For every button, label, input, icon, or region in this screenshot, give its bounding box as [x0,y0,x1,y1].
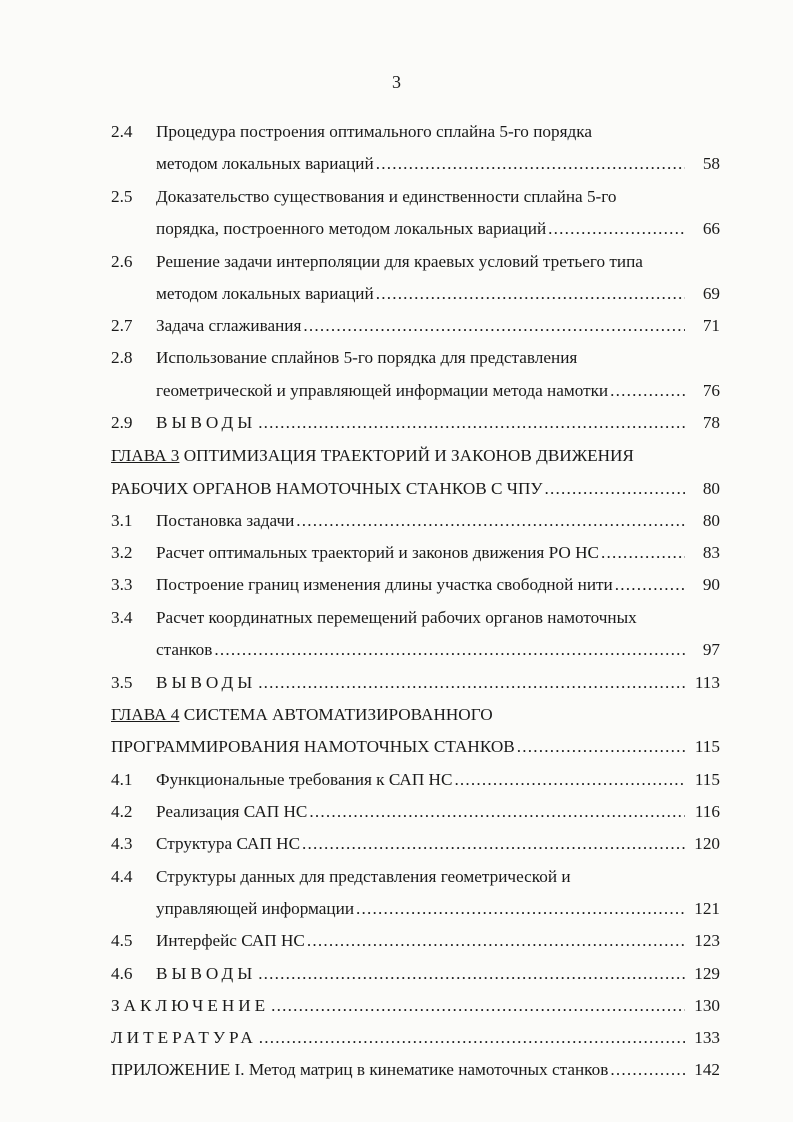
toc-appendix[interactable] [0,1057,793,1083]
page-ref: 78 [702,413,720,432]
section-title: Структуры данных для представления геометрической и [156,867,571,886]
section-number: 4.4 [111,867,133,886]
section-title-cont: геометрической и управляющей информации метода намотки [156,381,609,400]
leader-dots [548,216,685,242]
toc-entry-3-1[interactable] [0,508,793,534]
section-title: Задача сглаживания [156,316,302,335]
chapter-title-line1: СИСТЕМА АВТОМАТИЗИРОВАННОГО [179,705,493,724]
toc-entry-3-5[interactable] [0,670,793,696]
leader-dots [309,799,685,825]
section-title-cont: порядка, построенного методом локальных вариаций [156,219,547,238]
leader-dots [258,961,685,987]
section-title: Решение задачи интерполяции для краевых условий третьего типа [156,252,643,271]
section-number: 4.6 [111,964,133,983]
chapter-title [111,702,493,728]
appendix-title: ПРИЛОЖЕНИЕ I. Метод матриц в кинематике намоточных станков [111,1060,609,1079]
section-title: Процедура построения оптимального сплайна 5-го порядка [156,122,592,141]
section-title: Структура САП НС [156,834,301,853]
page-ref: 58 [702,154,720,173]
literature-title: ЛИТЕРАТУРА [111,1028,257,1047]
leader-dots [545,476,685,502]
page-ref: 116 [694,802,720,821]
page-ref: 113 [694,673,720,692]
leader-dots [258,410,685,436]
page-ref: 120 [694,834,720,853]
section-number: 4.5 [111,931,133,950]
toc-entry-4-4-cont[interactable] [0,896,793,922]
section-title: Реализация САП НС [156,802,308,821]
section-number: 3.1 [111,511,133,530]
page-ref: 80 [702,479,720,498]
chapter-title [111,443,634,469]
toc-entry-4-6[interactable] [0,961,793,987]
toc-entry-2-4[interactable] [0,119,793,145]
toc-entry-2-4-cont[interactable] [0,151,793,177]
toc-entry-3-3[interactable] [0,572,793,598]
leader-dots [259,1025,685,1051]
leader-dots [454,767,685,793]
section-title-cont: методом локальных вариаций [156,284,374,303]
section-number: 2.6 [111,252,133,271]
section-title-cont: станков [156,640,213,659]
toc-entry-2-7[interactable] [0,313,793,339]
page-ref: 80 [702,511,720,530]
toc-entry-2-5-cont[interactable] [0,216,793,242]
leader-dots [302,831,685,857]
section-number: 2.5 [111,187,133,206]
section-number: 3.3 [111,575,133,594]
toc-conclusion[interactable] [0,993,793,1019]
page-ref: 90 [702,575,720,594]
toc-entry-2-6[interactable] [0,249,793,275]
page-ref: 142 [694,1060,720,1079]
section-number: 2.9 [111,413,133,432]
section-number: 2.4 [111,122,133,141]
conclusion-title: ЗАКЛЮЧЕНИЕ [111,996,270,1015]
section-title: Функциональные требования к САП НС [156,770,453,789]
section-title: Расчет оптимальных траекторий и законов движения РО НС [156,543,599,562]
page-ref: 130 [694,996,720,1015]
toc-entry-2-8-cont[interactable] [0,378,793,404]
section-title: Расчет координатных перемещений рабочих органов намоточных [156,608,637,627]
page-ref: 123 [694,931,720,950]
toc-entry-2-9[interactable] [0,410,793,436]
toc-entry-3-2[interactable] [0,540,793,566]
page-ref: 83 [702,543,720,562]
toc-entry-4-3[interactable] [0,831,793,857]
leader-dots [376,151,685,177]
chapter-title-line2: РАБОЧИХ ОРГАНОВ НАМОТОЧНЫХ СТАНКОВ С ЧПУ [111,479,543,498]
toc-entry-2-8[interactable] [0,345,793,371]
chapter-title-line1: ОПТИМИЗАЦИЯ ТРАЕКТОРИЙ И ЗАКОНОВ ДВИЖЕНИЯ [179,446,634,465]
toc-entry-3-4[interactable] [0,605,793,631]
toc-entry-3-4-cont[interactable] [0,637,793,663]
leader-dots [271,993,685,1019]
section-number: 4.2 [111,802,133,821]
chapter-prefix: ГЛАВА 3 [111,446,180,465]
page-number: 3 [392,72,401,92]
leader-dots [615,572,685,598]
section-title: ВЫВОДЫ [156,413,257,432]
page-ref: 76 [702,381,720,400]
section-number: 2.7 [111,316,133,335]
toc-entry-4-4[interactable] [0,864,793,890]
section-title: Постановка задачи [156,511,295,530]
page-ref: 115 [694,737,720,756]
section-title: ВЫВОДЫ [156,964,257,983]
leader-dots [610,1057,685,1083]
section-title: Доказательство существования и единственности сплайна 5-го [156,187,617,206]
toc-entry-2-6-cont[interactable] [0,281,793,307]
toc-chapter-3[interactable] [0,443,793,469]
section-title-cont: методом локальных вариаций [156,154,374,173]
leader-dots [356,896,685,922]
page-ref: 133 [694,1028,720,1047]
section-number: 4.3 [111,834,133,853]
section-number: 3.4 [111,608,133,627]
toc-entry-4-2[interactable] [0,799,793,825]
toc-entry-4-1[interactable] [0,767,793,793]
section-title: Интерфейс САП НС [156,931,305,950]
leader-dots [601,540,685,566]
page-ref: 129 [694,964,720,983]
leader-dots [258,670,685,696]
toc-literature[interactable] [0,1025,793,1051]
toc-chapter-3-cont[interactable] [0,476,793,502]
page-ref: 115 [694,770,720,789]
section-title: ВЫВОДЫ [156,673,257,692]
section-number: 2.8 [111,348,133,367]
section-title-cont: управляющей информации [156,899,355,918]
chapter-title-line2: ПРОГРАММИРОВАНИЯ НАМОТОЧНЫХ СТАНКОВ [111,737,515,756]
leader-dots [517,734,685,760]
page-ref: 71 [702,316,720,335]
section-number: 3.2 [111,543,133,562]
page-ref: 121 [694,899,720,918]
toc-entry-2-5[interactable] [0,184,793,210]
leader-dots [296,508,685,534]
page-ref: 66 [702,219,720,238]
chapter-prefix: ГЛАВА 4 [111,705,180,724]
leader-dots [610,378,685,404]
section-title: Построение границ изменения длины участка свободной нити [156,575,613,594]
toc-entry-4-5[interactable] [0,928,793,954]
section-number: 4.1 [111,770,133,789]
toc-chapter-4-cont[interactable] [0,734,793,760]
page-ref: 97 [702,640,720,659]
page-ref: 69 [702,284,720,303]
leader-dots [303,313,685,339]
leader-dots [214,637,685,663]
section-title: Использование сплайнов 5-го порядка для представления [156,348,578,367]
toc-chapter-4[interactable] [0,702,793,728]
section-number: 3.5 [111,673,133,692]
leader-dots [307,928,685,954]
leader-dots [376,281,685,307]
